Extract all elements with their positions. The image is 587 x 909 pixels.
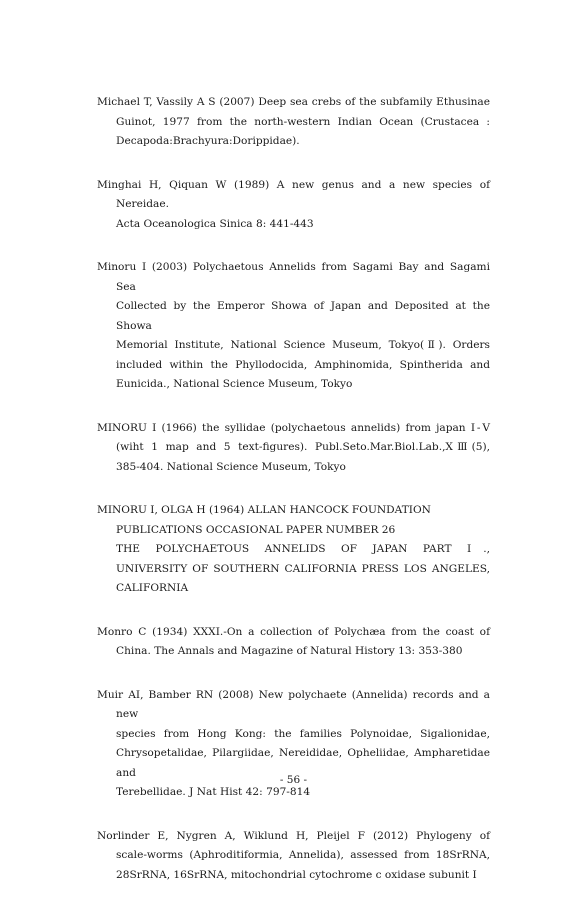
reference-line: Muir AI, Bamber RN (2008) New polychaete (Annelida) records and a new — [97, 688, 490, 720]
reference-entry — [97, 258, 490, 395]
reference-line: Chrysopetalidae, Pilargiidae, Nereididae, Opheliidae, Ampharetidae and — [116, 747, 490, 779]
reference-line: UNIVERSITY OF SOUTHERN CALIFORNIA PRESS LOS ANGELES, — [116, 562, 490, 575]
reference-entry — [97, 501, 490, 599]
reference-line: included within the Phyllodocida, Amphinomida, Spintherida and — [116, 358, 490, 371]
reference-line: (wiht 1 map and 5 text-figures). Publ.Seto.Mar.Biol.Lab.,XⅢ(5), — [116, 441, 490, 453]
reference-line: MINORU I, OLGA H (1964) ALLAN HANCOCK FOUNDATION — [97, 504, 431, 516]
reference-line: Norlinder E, Nygren A, Wiklund H, Pleijel F (2012) Phylogeny of — [97, 829, 490, 842]
reference-line: THE POLYCHAETOUS ANNELIDS OF JAPAN PART Ⅰ., — [116, 543, 490, 555]
reference-line: MINORU I (1966) the syllidae (polychaetous annelids) from japan Ⅰ-Ⅴ — [97, 421, 490, 434]
page-number: - 56 - — [279, 774, 308, 786]
reference-line: 28SrRNA, 16SrRNA, mitochondrial cytochrome c oxidase subunit I — [116, 868, 477, 881]
reference-entry — [97, 827, 490, 886]
reference-line: species from Hong Kong: the families Polynoidae, Sigalionidae, — [116, 727, 490, 740]
reference-line: Memorial Institute, National Science Museum, Tokyo(Ⅱ). Orders — [116, 339, 490, 351]
reference-entry — [97, 623, 490, 662]
reference-line: Collected by the Emperor Showa of Japan and Deposited at the Showa — [116, 300, 490, 332]
reference-line: China. The Annals and Magazine of Natural History 13: 353-380 — [116, 645, 463, 657]
reference-line: scale-worms (Aphroditiformia, Annelida), assessed from 18SrRNA, — [116, 849, 490, 861]
reference-line: 385-404. National Science Museum, Tokyo — [116, 460, 346, 473]
reference-line: Terebellidae. J Nat Hist 42: 797-814 — [116, 786, 311, 798]
reference-line: Minoru I (2003) Polychaetous Annelids from Sagami Bay and Sagami Sea — [97, 261, 490, 293]
reference-line: Acta Oceanologica Sinica 8: 441-443 — [116, 217, 314, 230]
reference-line: Monro C (1934) XXXI.-On a collection of Polychæa from the coast of — [97, 625, 490, 638]
reference-line: PUBLICATIONS OCCASIONAL PAPER NUMBER 26 — [116, 523, 396, 536]
reference-line: Minghai H, Qiquan W (1989) A new genus and a new species of Nereidae. — [97, 178, 490, 210]
reference-line: Decapoda:Brachyura:Dorippidae). — [116, 135, 300, 147]
reference-line: Michael T, Vassily A S (2007) Deep sea crebs of the subfamily Ethusinae — [97, 96, 490, 108]
reference-line: Guinot, 1977 from the north-western Indian Ocean (Crustacea : — [116, 115, 490, 128]
reference-entry — [97, 176, 490, 235]
reference-entry — [97, 419, 490, 478]
reference-line: CALIFORNIA — [116, 582, 189, 594]
reference-line: Eunicida., National Science Museum, Tokyo — [116, 378, 353, 390]
reference-entry — [97, 93, 490, 152]
